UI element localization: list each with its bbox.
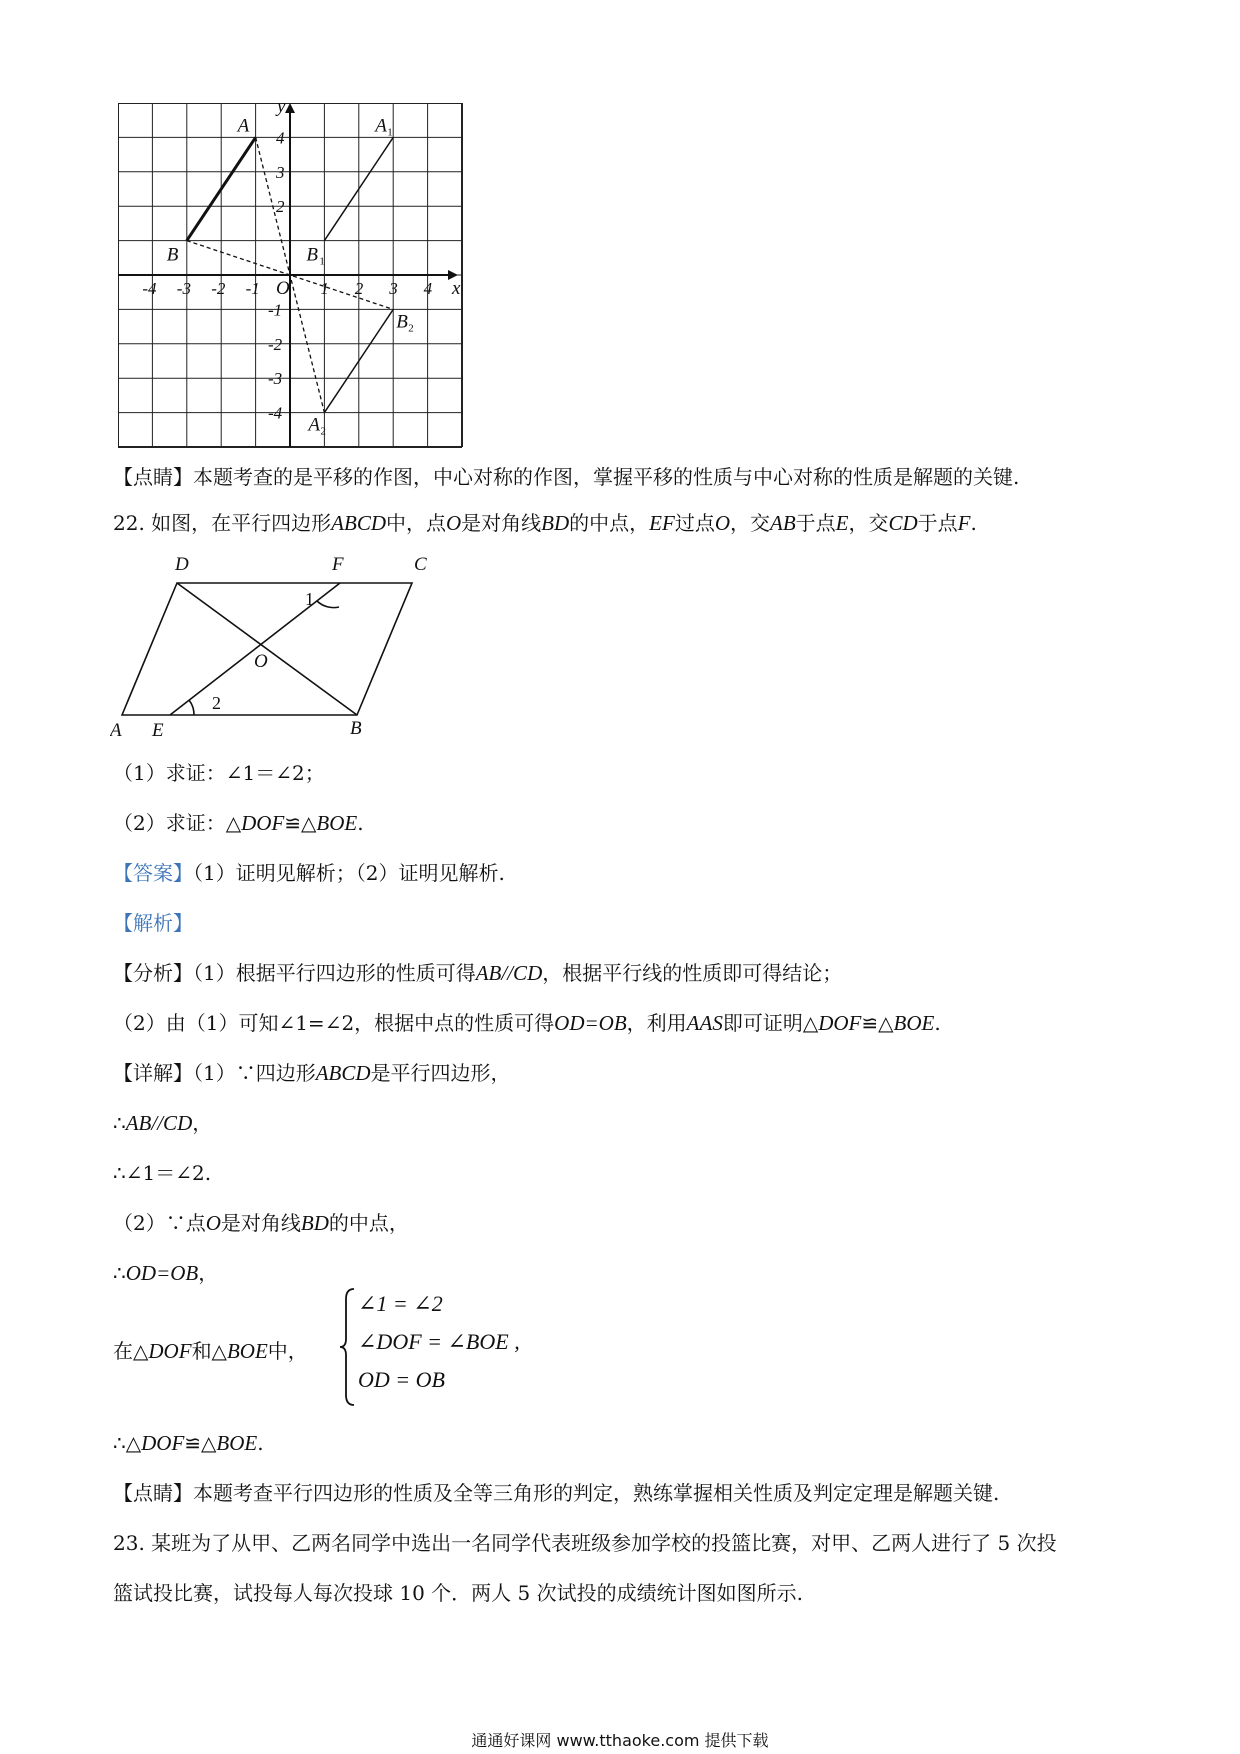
detail-line-5: ∴OD=OB， [113,1261,219,1285]
label-d: D [175,554,189,575]
equation-line-2: ∠DOF = ∠BOE , [358,1329,520,1354]
question-22: 22. 如图，在平行四边形ABCD中，点O是对角线BD的中点，EF过点O，交AB于点E，交CD于点F. [113,511,977,535]
fenxi-line-1: 【分析】（1）根据平行四边形的性质可得AB//CD，根据平行线的性质即可得结论； [113,961,843,985]
equation-system-label: 在△DOF和△BOE中， [113,1339,308,1363]
label-point-b: B [166,244,179,266]
y-tick-label: -2 [268,334,283,354]
label-b: B [350,718,362,738]
answer-tag: 【答案】 [113,861,193,885]
coordinate-grid-figure [118,103,473,448]
label-angle-1: 1 [305,589,314,609]
detail-line-2: ∴AB//CD， [113,1111,213,1135]
x-tick-label: -4 [142,279,157,298]
note-21: 【点睛】本题考查的是平移的作图，中心对称的作图，掌握平移的性质与中心对称的性质是解题的关键. [113,465,1020,489]
y-axis-arrow [285,103,295,113]
y-tick-label: -3 [268,369,283,389]
angle-2-arc [189,700,194,715]
x-tick-label: 1 [320,279,329,298]
angle-1-arc [317,601,339,608]
x-tick-label: -1 [245,279,260,298]
note-22: 【点睛】本题考查平行四边形的性质及全等三角形的判定，熟练掌握相关性质及判定定理是解题关键. [113,1481,1000,1505]
detail-line-3: ∴∠1＝∠2. [113,1161,212,1185]
x-tick-label: 3 [389,279,398,298]
label-e: E [152,720,164,738]
analysis-tag: 【解析】 [113,911,193,935]
label-point-a1: A [375,115,387,137]
detail-line-4: （2）∵点O是对角线BD的中点， [113,1211,409,1235]
label-point-a2: A [308,414,321,436]
label-point-a2-sub: 2 [320,425,326,438]
y-tick-label: -1 [268,300,283,320]
grid-overlay [118,103,461,447]
segment-ef [170,583,340,715]
diagonal-bd [177,583,357,715]
y-tick-label: 2 [276,197,285,217]
question-23-line-2: 篮试投比赛，试投每人每次投球 10 个．两人 5 次试投的成绩统计图如图所示. [113,1581,803,1605]
question-23-line-1: 23. 某班为了从甲、乙两名同学中选出一名同学代表班级参加学校的投篮比赛，对甲、乙两人进行了 5 次投 [113,1531,1057,1555]
label-point-b1: B [306,244,319,266]
x-tick-label: 4 [423,279,433,298]
equation-lines [358,1285,520,1399]
origin-label: O [276,278,290,299]
y-tick-label: -4 [268,403,283,423]
label-angle-2: 2 [212,693,221,713]
conclusion-line: ∴△DOF≌△BOE. [113,1431,264,1455]
y-tick-label: 4 [276,128,285,148]
footer: 通通好课网 www.tthaoke.com 提供下载 [471,1731,769,1750]
label-c: C [414,554,427,575]
label-point-a1-sub: 1 [387,126,393,139]
label-o: O [254,651,268,672]
label-point-b1-sub: 1 [319,255,325,268]
parallelogram-figure [110,548,455,738]
equation-line-1: ∠1 = ∠2 [358,1291,443,1316]
x-tick-label: -3 [176,279,191,298]
equation-system [113,1285,613,1415]
x-tick-label: -2 [211,279,226,298]
subquestion-1: （1）求证：∠1＝∠2； [113,761,325,785]
subquestion-2: （2）求证：△DOF≌△BOE. [113,811,364,835]
label-a: A [110,720,122,738]
y-axis-label: y [277,103,286,117]
x-tick-label: 2 [354,279,364,298]
label-point-b2: B [396,311,408,333]
detail-line-1: 【详解】（1）∵四边形ABCD是平行四边形， [113,1061,511,1085]
left-brace [338,1285,358,1410]
label-f: F [332,554,344,575]
fenxi-line-2: （2）由（1）可知∠1=∠2，根据中点的性质可得OD=OB，利用AAS即可证明△DOF≌△BOE. [113,1011,941,1035]
answer-line: 【答案】（1）证明见解析；（2）证明见解析. [113,861,505,885]
label-point-b2-sub: 2 [408,322,414,335]
y-tick-label: 3 [276,162,285,182]
x-axis-label: x [452,278,461,299]
label-point-a: A [237,115,250,137]
equation-line-3: OD = OB [358,1367,445,1392]
